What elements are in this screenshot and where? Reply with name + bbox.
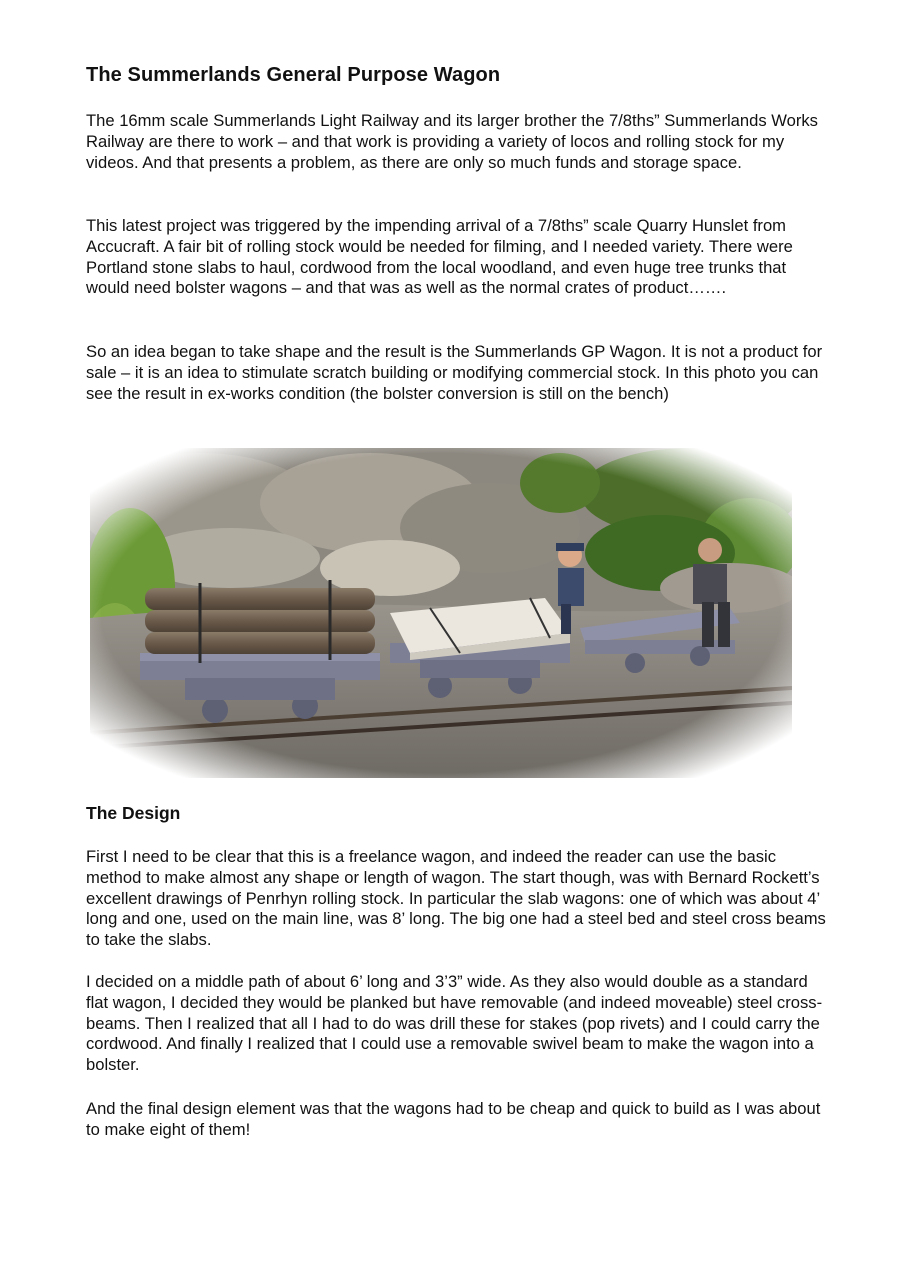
idea-paragraph: So an idea began to take shape and the result is the Summerlands GP Wagon. It is not a product for sale – it is an idea to stimulate scratch building or modifying commercial stock. In this photo you can see the result in ex-works condition (the bolster conversion is still on the bench) (86, 342, 823, 403)
design-paragraph-final: And the final design element was that the wagons had to be cheap and quick to build as I was about to make eight of them! (86, 1099, 821, 1139)
project-paragraph: This latest project was triggered by the impending arrival of a 7/8ths” scale Quarry Hunslet from Accucraft. A fair bit of rolling stock would be needed for filming, and I needed variety. There were Portland stone slabs to haul, cordwood from the local woodland, and even huge tree trunks that would need bolster wagons – and that was as well as the normal crates of product……. (86, 216, 793, 298)
design-heading: The Design (86, 803, 181, 823)
wagon-photo-icon (90, 448, 792, 778)
design-paragraph-freelance: First I need to be clear that this is a freelance wagon, and indeed the reader can use the basic method to make almost any shape or length of wagon. The start though, was with Bernard Rockett’s excellent drawings of Penrhyn rolling stock. In particular the slab wagons: one of which was about 4’ long and one, used on the main line, was 8’ long. The big one had a steel bed and steel cross beams to take the slabs. (86, 847, 826, 950)
page-title: The Summerlands General Purpose Wagon (86, 64, 501, 86)
wagon-photo (90, 448, 792, 778)
intro-paragraph: The 16mm scale Summerlands Light Railway and its larger brother the 7/8ths” Summerlands Works Railway are there to work – and that work is providing a variety of locos and rolling stock for my videos. And that presents a problem, as there are only so much funds and storage space. (86, 111, 818, 172)
design-paragraph-dimensions: I decided on a middle path of about 6’ long and 3’3” wide. As they also would double as a standard flat wagon, I decided they would be planked but have removable (and indeed moveable) steel cross-beams. Then I realized that all I had to do was drill these for stakes (pop rivets) and I could carry the cordwood. And finally I realized that I could use a removable swivel beam to make the wagon into a bolster. (86, 972, 823, 1075)
